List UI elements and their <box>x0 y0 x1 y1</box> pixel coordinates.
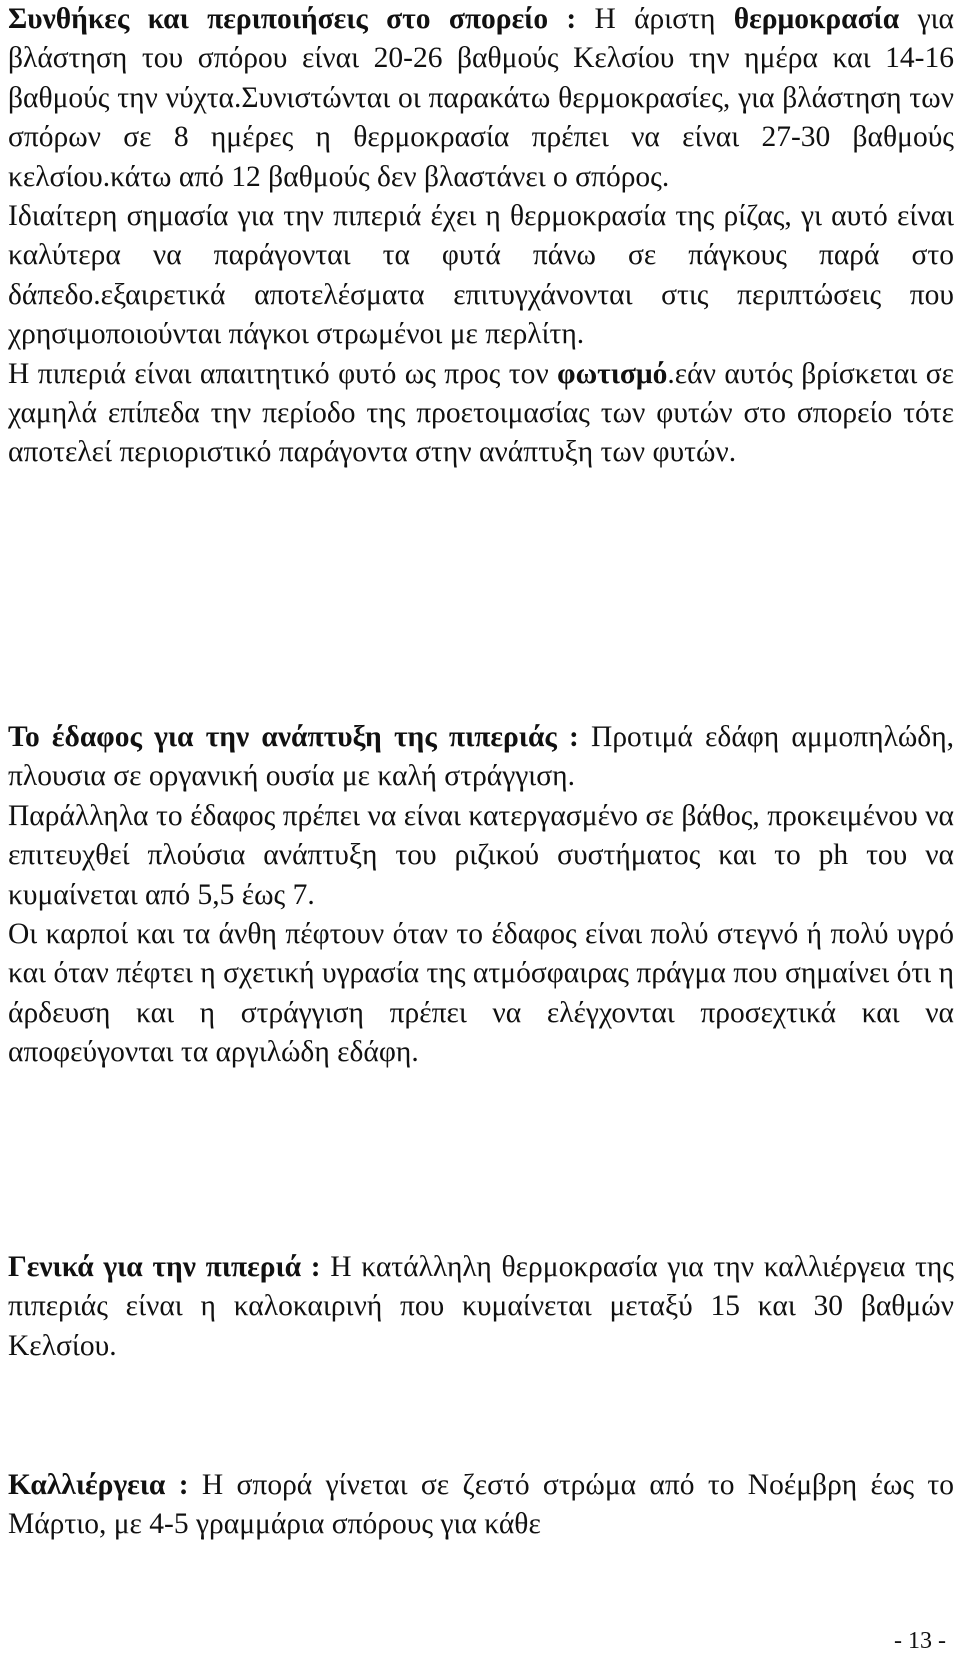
paragraph-general: Γενικά για την πιπεριά : Η κατάλληλη θερμοκρασία για την καλλιέργεια της πιπεριάς είναι η καλοκαιρινή που κυμαίνεται μεταξύ 15 και 30 βαθμών Κελσίου. <box>8 1251 954 1362</box>
paragraph-temperature: Συνθήκες και περιποιήσεις στο σπορείο : Η άριστη θερμοκρασία για βλάστηση του σπόρου είναι 20-26 βαθμούς Κελσίου την ημέρα και 14-16 βαθμούς την νύχτα.Συνιστώνται οι παρακάτω θερμοκρασίες, για βλάστηση των σπόρων σε 8 ημέρες η θερμοκρασία πρέπει να είναι 27-30 βαθμούς κελσίου.κάτω από 12 βαθμούς δεν βλαστάνει ο σπόρος. <box>8 3 954 193</box>
section-title-cultivation: Καλλιέργεια : <box>8 1469 189 1501</box>
page-number: - 13 - <box>894 1628 946 1654</box>
bold-word-temperature: θερμοκρασία <box>733 3 900 35</box>
paragraph-root-temperature: Ιδιαίτερη σημασία για την πιπεριά έχει η θερμοκρασία της ρίζας, γι αυτό είναι καλύτερα να παράγονται τα φυτά πάνω σε πάγκους παρά στο δάπεδο.εξαιρετικά αποτελέσματα επιτυγχάνονται στις περιπτώσεις που χρησιμοποιούνται πάγκοι στρωμένοι με περλίτη. <box>8 200 954 351</box>
section-seedbed-conditions <box>8 0 954 473</box>
bold-word-lighting: φωτισμό <box>557 357 668 390</box>
paragraph-soil-preference: Το έδαφος για την ανάπτυξη της πιπεριάς : Προτιμά εδάφη αμμοπηλώδη, πλουσια σε οργανική ουσία με καλή στράγγιση. <box>8 721 954 793</box>
paragraph-cultivation: Καλλιέργεια : Η σπορά γίνεται σε ζεστό στρώμα από το Νοέμβρη έως το Μάρτιο, με 4-5 γραμμάρια σπόρους για κάθε <box>8 1469 954 1541</box>
paragraph-lighting: Η πιπεριά είναι απαιτητικό φυτό ως προς τον φωτισμό.εάν αυτός βρίσκεται σε χαμηλά επίπεδα την περίοδο της προετοιμασίας των φυτών στο σπορείο τότε αποτελεί περιοριστικό παράγοντα στην ανάπτυξη των φυτών. <box>8 357 954 469</box>
section-cultivation <box>8 1466 954 1545</box>
section-soil <box>8 718 954 1073</box>
paragraph-soil-depth: Παράλληλα το έδαφος πρέπει να είναι κατεργασμένο σε βάθος, προκειμένου να επιτευχθεί πλούσια ανάπτυξη του ριζικού συστήματος και το ph του να κυμαίνεται από 5,5 έως 7. <box>8 799 954 911</box>
section-title-general: Γενικά για την πιπεριά : <box>8 1251 321 1283</box>
section-general <box>8 1248 954 1366</box>
section-title-soil: Το έδαφος για την ανάπτυξη της πιπεριάς : <box>8 721 579 753</box>
paragraph-soil-moisture: Οι καρποί και τα άνθη πέφτουν όταν το έδαφος είναι πολύ στεγνό ή πολύ υγρό και όταν πέφτει η σχετική υγρασία της ατμόσφαιρας πράγμα που σημαίνει ότι η άρδευση και η στράγγιση πρέπει να ελέγχονται προσεχτικά και να αποφεύγονται τα αργιλώδη εδάφη. <box>8 918 954 1069</box>
section-title-seedbed: Συνθήκες και περιποιήσεις στο σπορείο : <box>8 3 577 35</box>
